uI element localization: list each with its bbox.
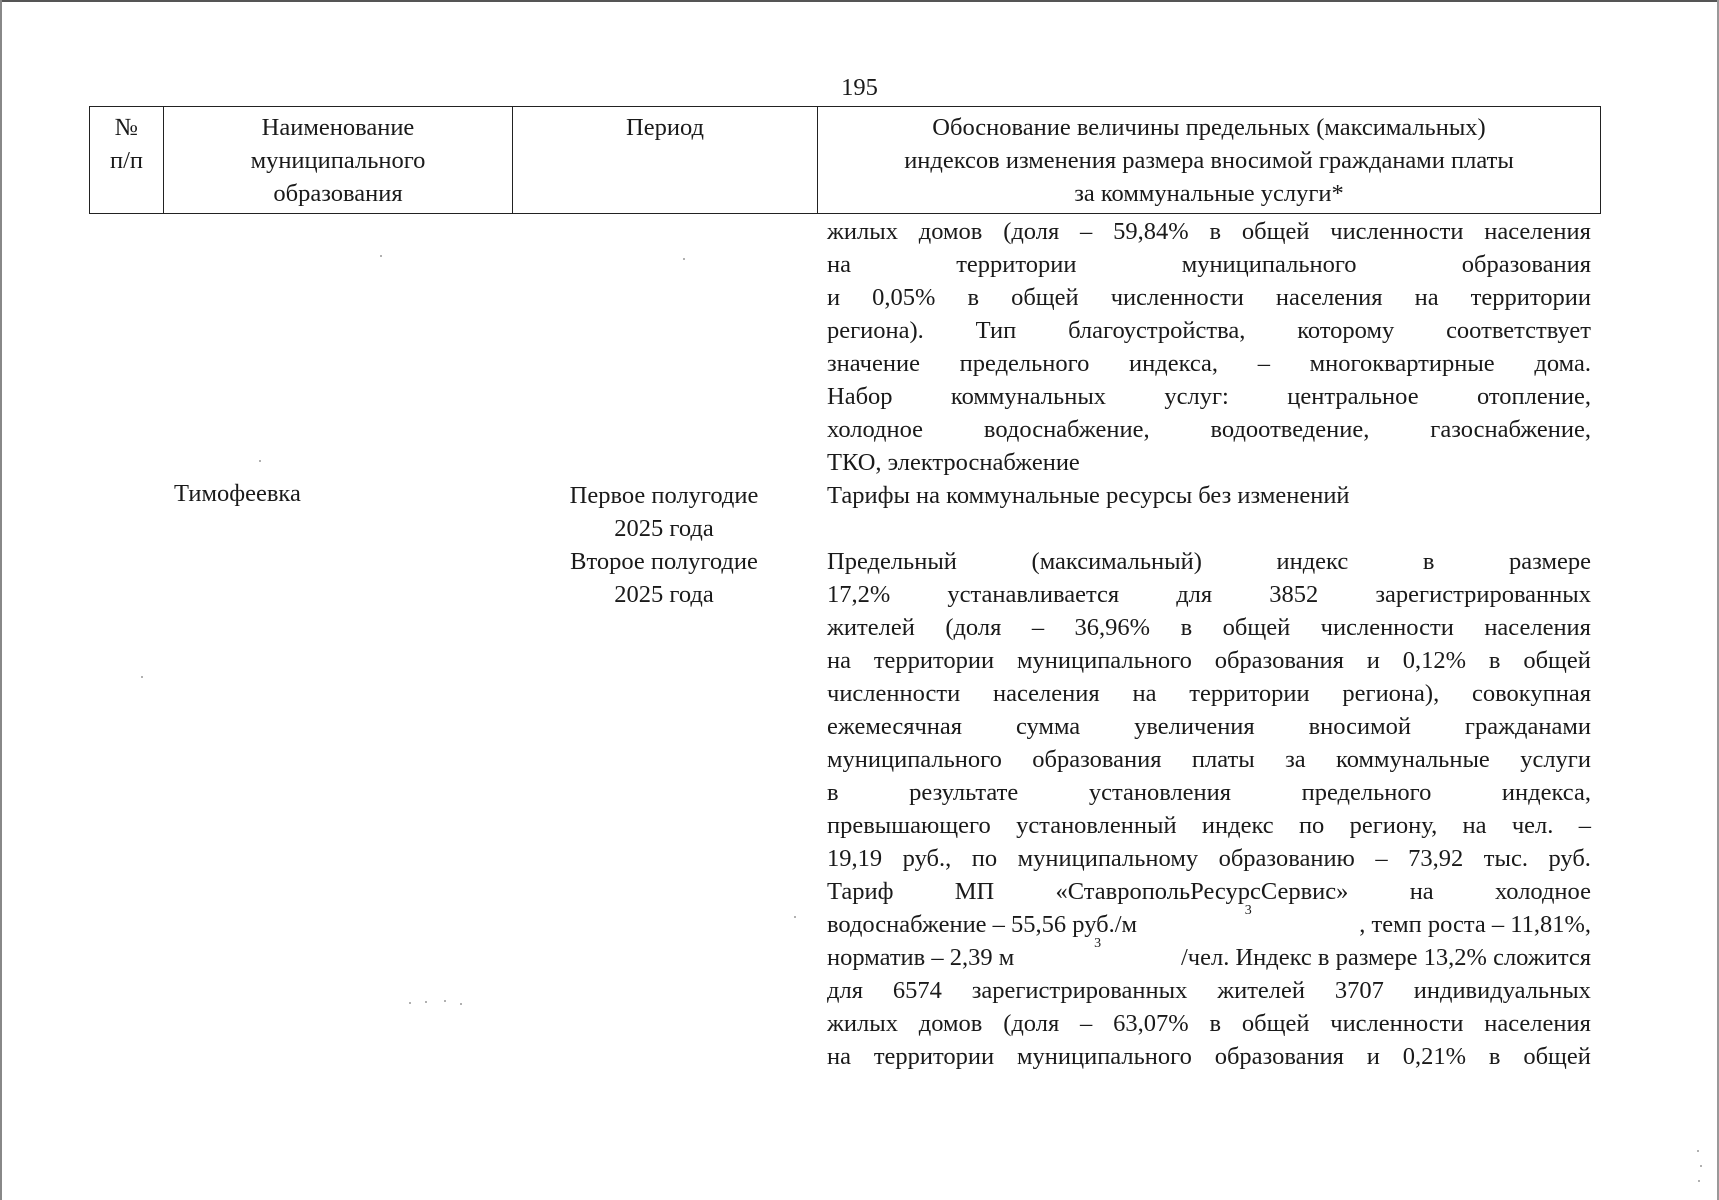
word: соответствует xyxy=(1446,317,1591,344)
word: – xyxy=(1375,845,1388,872)
header-text: Период xyxy=(626,114,704,141)
word: – xyxy=(1080,1010,1093,1037)
word: территории xyxy=(1470,284,1591,311)
justification-line xyxy=(827,680,1591,708)
word: на xyxy=(1409,878,1434,905)
word: населения xyxy=(1484,1010,1591,1037)
justification-line xyxy=(827,350,1591,378)
word: услуги xyxy=(1520,746,1591,773)
word: вносимой xyxy=(1308,713,1411,740)
scan-speck xyxy=(380,255,382,257)
word: которому xyxy=(1297,317,1395,344)
word: образования xyxy=(1214,1043,1344,1070)
word: руб. xyxy=(1548,845,1591,872)
word: территории xyxy=(873,647,995,674)
word: жителей xyxy=(827,614,915,641)
word: населения xyxy=(1484,614,1591,641)
header-text: муниципального xyxy=(250,147,426,174)
justification-line xyxy=(827,647,1591,675)
word: многоквартирные xyxy=(1309,350,1495,377)
word: в xyxy=(1488,1043,1501,1070)
word: индекса, xyxy=(1129,350,1219,377)
justification-line xyxy=(827,284,1591,312)
word: общей xyxy=(1011,284,1079,311)
word: по xyxy=(971,845,998,872)
word: общей xyxy=(1241,1010,1310,1037)
period-label: 2025 года xyxy=(614,581,714,608)
municipality-name: Тимофеевка xyxy=(174,480,301,507)
header-text: образования xyxy=(273,180,403,207)
word: на xyxy=(827,251,851,278)
word: устанавливается xyxy=(947,581,1120,608)
header-text: за коммунальные услуги* xyxy=(1074,180,1344,207)
word: для xyxy=(827,977,863,1004)
word: жилых xyxy=(827,1010,898,1037)
word: (доля xyxy=(945,614,1002,641)
justification-line xyxy=(827,251,1591,279)
word: холодное xyxy=(827,416,924,443)
word: 6574 xyxy=(892,977,942,1004)
word: численности xyxy=(1330,218,1464,245)
word: муниципальному xyxy=(1017,845,1199,872)
word: сумма xyxy=(1015,713,1081,740)
scan-speck xyxy=(425,1001,427,1003)
justification-line xyxy=(827,746,1591,774)
scan-speck xyxy=(794,916,796,918)
word: и xyxy=(1366,1043,1380,1070)
word: численности xyxy=(1330,1010,1464,1037)
justification-line xyxy=(827,1010,1591,1038)
justification-line xyxy=(827,812,1591,840)
word: предельного xyxy=(959,350,1090,377)
justification-line xyxy=(827,581,1591,609)
word: индивидуальных xyxy=(1413,977,1591,1004)
word: предельного xyxy=(1301,779,1432,806)
justification-line xyxy=(827,548,1591,576)
word: жилых xyxy=(827,218,898,245)
word: увеличения xyxy=(1134,713,1255,740)
word: 17,2% xyxy=(827,581,891,608)
word: образованию xyxy=(1218,845,1355,872)
word: (доля xyxy=(1003,1010,1060,1037)
word: численности xyxy=(827,680,961,707)
word: и xyxy=(1366,647,1380,674)
word: муниципального xyxy=(1017,647,1192,674)
justification-line xyxy=(827,977,1591,1005)
scan-frame-top xyxy=(0,0,1719,2)
page-number: 195 xyxy=(841,74,878,101)
word: 0,21% xyxy=(1402,1043,1467,1070)
header-text: индексов изменения размера вносимой гражданами платы xyxy=(904,147,1514,174)
word: Тип xyxy=(975,317,1017,344)
header-text: п/п xyxy=(109,147,144,174)
word: индекса, xyxy=(1501,779,1591,806)
text-run: , темп роста – 11,81%, xyxy=(1359,911,1591,938)
word: на xyxy=(827,1043,851,1070)
text-run: водоснабжение – 55,56 руб./м xyxy=(827,911,1138,938)
word: результате xyxy=(909,779,1019,806)
word: (максимальный) xyxy=(1031,548,1202,575)
word: и xyxy=(827,284,841,311)
word: чел. xyxy=(1511,812,1554,839)
word: территории xyxy=(956,251,1077,278)
word: Предельный xyxy=(827,548,957,575)
word: «СтавропольРесурсСервис» xyxy=(1055,878,1349,905)
word: общей xyxy=(1241,218,1310,245)
word: в xyxy=(1180,614,1193,641)
word: – xyxy=(1031,614,1045,641)
word: региона). xyxy=(827,317,924,344)
word: коммунальных xyxy=(950,383,1107,410)
header-col-period xyxy=(513,107,818,213)
justification-line xyxy=(827,218,1591,246)
word: 0,05% xyxy=(872,284,936,311)
word: ежемесячная xyxy=(827,713,963,740)
word: индекс xyxy=(1201,812,1274,839)
word: услуг: xyxy=(1164,383,1229,410)
word: домов xyxy=(918,1010,983,1037)
word: на xyxy=(1132,680,1157,707)
period-label: Второе полугодие xyxy=(570,548,758,575)
word: населения xyxy=(1484,218,1591,245)
word: индекс xyxy=(1276,548,1349,575)
word: численности xyxy=(1320,614,1454,641)
word: – xyxy=(1080,218,1093,245)
word: 73,92 xyxy=(1408,845,1464,872)
word: на xyxy=(1462,812,1487,839)
word: общей xyxy=(1523,647,1591,674)
word: холодное xyxy=(1494,878,1591,905)
word: руб., xyxy=(902,845,952,872)
word: 59,84% xyxy=(1113,218,1189,245)
word: за xyxy=(1285,746,1306,773)
justification-line: Тарифы на коммунальные ресурсы без изменений xyxy=(827,482,1350,509)
word: зарегистрированных xyxy=(971,977,1188,1004)
word: численности xyxy=(1110,284,1244,311)
word: образования xyxy=(1032,746,1162,773)
word: – xyxy=(1578,812,1591,839)
word: общей xyxy=(1222,614,1291,641)
word: в xyxy=(1422,548,1435,575)
text-run: /чел. Индекс в размере 13,2% сложится xyxy=(1180,944,1591,971)
justification-line xyxy=(827,317,1591,345)
word: коммунальные xyxy=(1336,746,1490,773)
word: водоотведение, xyxy=(1210,416,1370,443)
word: платы xyxy=(1191,746,1255,773)
justification-line xyxy=(827,878,1591,906)
header-text: Наименование xyxy=(261,114,415,141)
word: отопление, xyxy=(1476,383,1591,410)
word: благоустройства, xyxy=(1068,317,1246,344)
justification-line xyxy=(827,1043,1591,1071)
word: установления xyxy=(1088,779,1232,806)
scan-speck xyxy=(1698,1180,1700,1182)
scan-speck xyxy=(444,1000,446,1002)
header-text: Обоснование величины предельных (максимальных) xyxy=(932,114,1486,141)
period-label: 2025 года xyxy=(614,515,714,542)
word: значение xyxy=(827,350,920,377)
justification-line xyxy=(827,845,1591,873)
superscript: 3 xyxy=(1244,903,1252,918)
word: для xyxy=(1176,581,1213,608)
word: превышающего xyxy=(827,812,991,839)
header-text: № xyxy=(114,114,139,141)
word: по xyxy=(1298,812,1325,839)
scan-speck xyxy=(141,676,143,678)
word: жителей xyxy=(1217,977,1306,1004)
word: в xyxy=(1488,647,1501,674)
word: образования xyxy=(1214,647,1344,674)
word: установленный xyxy=(1016,812,1177,839)
justification-line xyxy=(827,383,1591,411)
justification-line xyxy=(827,903,1591,939)
justification-line: ТКО, электроснабжение xyxy=(827,449,1080,476)
justification-line xyxy=(827,936,1591,972)
word: региону, xyxy=(1349,812,1438,839)
text-run: норматив – 2,39 м xyxy=(827,944,1015,971)
word: в xyxy=(967,284,980,311)
word: совокупная xyxy=(1472,680,1591,707)
period-label: Первое полугодие xyxy=(569,482,759,509)
word: Набор xyxy=(827,383,893,410)
scan-speck xyxy=(683,258,685,260)
word: Тариф xyxy=(827,878,894,905)
word: образования xyxy=(1461,251,1591,278)
word: общей xyxy=(1523,1043,1591,1070)
scan-frame-left xyxy=(0,0,2,1200)
word: муниципального xyxy=(827,746,1002,773)
word: гражданами xyxy=(1464,713,1591,740)
word: региона), xyxy=(1342,680,1440,707)
scan-speck xyxy=(1697,1150,1699,1152)
justification-line xyxy=(827,416,1591,444)
justification-line xyxy=(827,713,1591,741)
word: населения xyxy=(993,680,1100,707)
header-col-justification xyxy=(818,107,1600,213)
header-col-municipality xyxy=(164,107,513,213)
header-col-number xyxy=(90,107,164,213)
word: в xyxy=(827,779,839,806)
word: центральное xyxy=(1287,383,1419,410)
word: территории xyxy=(1189,680,1310,707)
word: на xyxy=(827,647,851,674)
word: дома. xyxy=(1534,350,1591,377)
word: в xyxy=(1209,1010,1222,1037)
scan-speck xyxy=(460,1003,462,1005)
word: населения xyxy=(1275,284,1383,311)
word: муниципального xyxy=(1017,1043,1192,1070)
word: (доля xyxy=(1003,218,1060,245)
word: муниципального xyxy=(1181,251,1357,278)
word: 0,12% xyxy=(1402,647,1467,674)
table-header xyxy=(89,106,1601,214)
word: территории xyxy=(873,1043,995,1070)
word: 19,19 xyxy=(827,845,883,872)
word: зарегистрированных xyxy=(1375,581,1591,608)
word: размере xyxy=(1509,548,1591,575)
word: на xyxy=(1414,284,1439,311)
word: газоснабжение, xyxy=(1430,416,1591,443)
word: 3852 xyxy=(1269,581,1319,608)
word: – xyxy=(1257,350,1270,377)
word: 3707 xyxy=(1334,977,1384,1004)
scan-speck xyxy=(1700,1165,1702,1167)
superscript: 3 xyxy=(1094,936,1102,951)
word: домов xyxy=(918,218,983,245)
word: 63,07% xyxy=(1113,1010,1189,1037)
scan-speck xyxy=(259,460,261,462)
word: 36,96% xyxy=(1074,614,1151,641)
scan-speck xyxy=(409,1002,411,1004)
justification-line xyxy=(827,614,1591,642)
word: в xyxy=(1209,218,1222,245)
justification-line xyxy=(827,779,1591,807)
word: МП xyxy=(954,878,995,905)
word: водоснабжение, xyxy=(983,416,1150,443)
word: тыс. xyxy=(1483,845,1528,872)
